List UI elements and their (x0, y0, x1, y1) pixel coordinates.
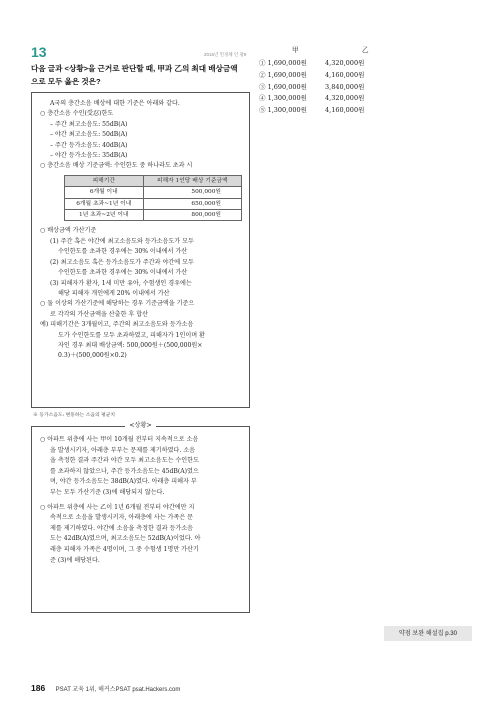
answer-option-4[interactable] (259, 93, 439, 105)
table-cell: 500,000원 (143, 187, 241, 198)
answer-option-3[interactable] (259, 82, 439, 94)
answer-eul-value: 4,320,000원 (325, 94, 365, 103)
situation-line: 부는 모두 가산기준 (3)에 해당되지 않는다. (50, 488, 165, 496)
answer-options (259, 58, 439, 117)
standard-item: – 야간 최고소음도: 50dB(A) (50, 131, 128, 139)
answer-eul-value: 3,840,000원 (325, 82, 365, 91)
table-cell: 1년 초과~2년 이내 (65, 210, 144, 221)
surcharge-line: (3) 피해자가 환자, 1세 미만 유아, 수험생인 경우에는 (50, 279, 192, 287)
stem-line: 으로 모두 옳은 것은? (31, 77, 101, 86)
standard-item: – 주간 최고소음도: 55dB(A) (50, 120, 128, 128)
example-line: 0.3)＋(500,000원×0.2) (58, 352, 127, 360)
answer-option-2[interactable] (259, 70, 439, 82)
solution-reference: 약점 보완 해설집 p.30 (384, 626, 472, 641)
question-stem (31, 62, 251, 88)
footer-text: PSAT 교육 1위, 해커스PSAT psat.Hackers.com (55, 687, 181, 693)
situation-line: 를 초과하지 않았으나, 주간 등가소음도는 45dB(A)였으 (50, 467, 199, 475)
compensation-header: ○ 층간소음 배상 기준금액: 수인한도 중 하나라도 초과 시 (40, 162, 193, 170)
situation-line: ○ 아파트 위층에 사는 乙이 1년 6개월 전부터 야간에만 지 (40, 503, 195, 511)
standard-item: – 주간 등가소음도: 40dB(A) (50, 141, 128, 149)
surcharge-line: 수인한도를 초과한 경우에는 30% 이내에서 가산 (58, 269, 188, 277)
passage-intro: A국의 층간소음 배상에 대한 기준은 아래와 같다. (50, 100, 180, 107)
question-source: 2015년 민경채 인 광9 (204, 52, 247, 57)
question-number: 13 (31, 44, 47, 60)
surcharge-header: ○ 배상금액 가산기준 (40, 227, 97, 235)
answer-eul-value: 4,160,000원 (325, 70, 365, 79)
table-row (65, 210, 242, 221)
situation-line: 속적으로 소음을 발생시키자, 아래층에 사는 가족은 문 (50, 514, 194, 522)
answer-header-gap: 甲 (292, 46, 299, 54)
answer-option-5[interactable] (259, 105, 439, 117)
answer-option-1[interactable] (259, 58, 439, 70)
answer-gap-value: ⑤ 1,300,000원 (259, 106, 307, 115)
surcharge-line: 해당 피해자 개인에게 20% 이내에서 가산 (58, 289, 170, 297)
answer-gap-value: ③ 1,690,000원 (259, 82, 307, 91)
standard-item: – 야간 등가소음도: 35dB(A) (50, 152, 128, 160)
answer-gap-value: ① 1,690,000원 (259, 59, 307, 67)
situation-line: 도는 42dB(A)였으며, 최고소음도는 52dB(A)이었다. 아 (50, 535, 201, 543)
stem-line: 다음 글과 <상황>을 근거로 판단할 때, 甲과 乙의 최대 배상금액 (31, 64, 238, 73)
page-number: 186 (31, 683, 46, 693)
situation-line: 을 발생시키자, 아래층 부부는 문제를 제기하였다. 소음 (50, 446, 196, 454)
situation-box (31, 422, 250, 613)
situation-line: 래층 피해자 가족은 4명이며, 그 중 수험생 1명만 가산기 (50, 545, 199, 553)
situation-title-text: <상황> (125, 422, 155, 429)
table-header-row (65, 175, 242, 186)
passage-box (31, 92, 250, 408)
answer-eul-value: 4,320,000원 (325, 59, 365, 67)
example-line: 예) 피해기간은 3개월이고, 주간의 최고소음도와 등가소음 (40, 321, 194, 329)
page-footer (31, 678, 180, 696)
surcharge-line: (2) 최고소음도 혹은 등가소음도가 주간과 야간에 모두 (50, 258, 194, 266)
situation-line: 며, 야간 등가소음도는 38dB(A)였다. 아래층 피해자 부 (50, 478, 197, 486)
table-cell: 6개월 초과~1년 이내 (65, 198, 144, 209)
situation-line: 을 측정한 결과 주간과 야간 모두 최고소음도는 수인한도 (50, 457, 199, 465)
table-row (65, 198, 242, 209)
rule-line: 로 각각의 가산금액을 산출한 후 합산 (50, 310, 148, 318)
table-cell: 650,000원 (143, 198, 241, 209)
table-cell: 800,000원 (143, 210, 241, 221)
table-cell: 6개월 이내 (65, 187, 144, 198)
answer-eul-value: 4,160,000원 (325, 106, 365, 115)
table-header: 피해기간 (65, 175, 144, 186)
situation-line: 제를 제기하였다. 야간에 소음을 측정한 결과 등가소음 (50, 524, 194, 532)
situation-title (32, 421, 249, 432)
situation-line: ○ 아파트 위층에 사는 甲이 10개월 전부터 지속적으로 소음 (40, 436, 199, 443)
situation-line: 준 (3)에 해당된다. (50, 556, 100, 564)
answer-header-eul: 乙 (362, 46, 369, 54)
surcharge-line: 수인한도를 초과한 경우에는 30% 이내에서 가산 (58, 248, 188, 256)
compensation-table (64, 175, 242, 222)
table-header: 피해자 1인당 배상 기준금액 (143, 175, 241, 186)
footnote: ※ 등가소음도: 변동하는 소음의 평균치 (33, 413, 116, 418)
surcharge-line: (1) 주간 혹은 야간에 최고소음도와 등가소음도가 모두 (50, 237, 194, 245)
answer-gap-value: ② 1,690,000원 (259, 70, 307, 79)
rule-line: ○ 둘 이상의 가산기준에 해당하는 경우 기준금액을 기준으 (40, 300, 195, 308)
example-line: 도가 수인한도를 모두 초과하였고, 피해자가 1인이며 환 (58, 331, 205, 339)
answer-gap-value: ④ 1,300,000원 (259, 94, 307, 103)
standard-header: ○ 층간소음 수인(受忍)한도 (40, 110, 114, 118)
table-row (65, 187, 242, 198)
example-line: 자인 경우 최대 배상금액: 500,000원＋(500,000원× (58, 341, 203, 349)
